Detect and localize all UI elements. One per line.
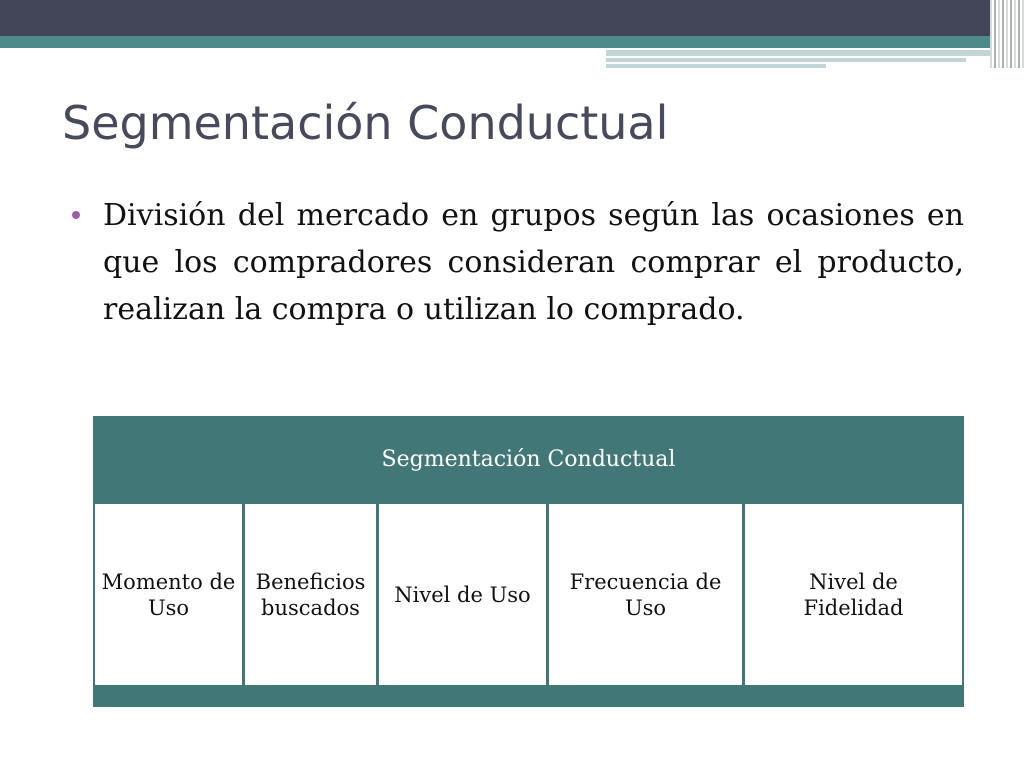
bullet-dot-icon bbox=[72, 211, 80, 219]
diagram-item-beneficios-buscados bbox=[245, 504, 376, 685]
decorative-line bbox=[606, 58, 966, 62]
bullet-text: División del mercado en grupos según las ocasiones en que los compradores consideran comprar el producto, realizan la compra o utilizan lo comprado. bbox=[103, 198, 964, 327]
diagram-item-label: Nivel de Uso bbox=[394, 582, 531, 607]
decorative-line bbox=[606, 64, 826, 68]
diagram-item-nivel-de-uso bbox=[379, 504, 546, 685]
bullet-item bbox=[72, 192, 964, 333]
diagram-item-label: Momento de Uso bbox=[101, 569, 236, 620]
diagram-item-label: Nivel de Fidelidad bbox=[803, 569, 904, 620]
slide-title: Segmentación Conductual bbox=[62, 96, 669, 150]
diagram-item-frecuencia-de-uso bbox=[549, 504, 742, 685]
teal-accent-band bbox=[0, 36, 1024, 48]
diagram-item-nivel-de-fidelidad bbox=[745, 504, 962, 685]
diagram-item-label: Frecuencia de Uso bbox=[569, 569, 722, 620]
diagram-header: Segmentación Conductual bbox=[381, 447, 676, 472]
diagram-item-momento-de-uso bbox=[95, 504, 242, 685]
decorative-stripes bbox=[990, 0, 1024, 68]
top-decorative-band bbox=[0, 0, 1024, 36]
diagram-item-label: Beneficios buscados bbox=[255, 569, 366, 620]
decorative-line bbox=[606, 50, 1024, 56]
